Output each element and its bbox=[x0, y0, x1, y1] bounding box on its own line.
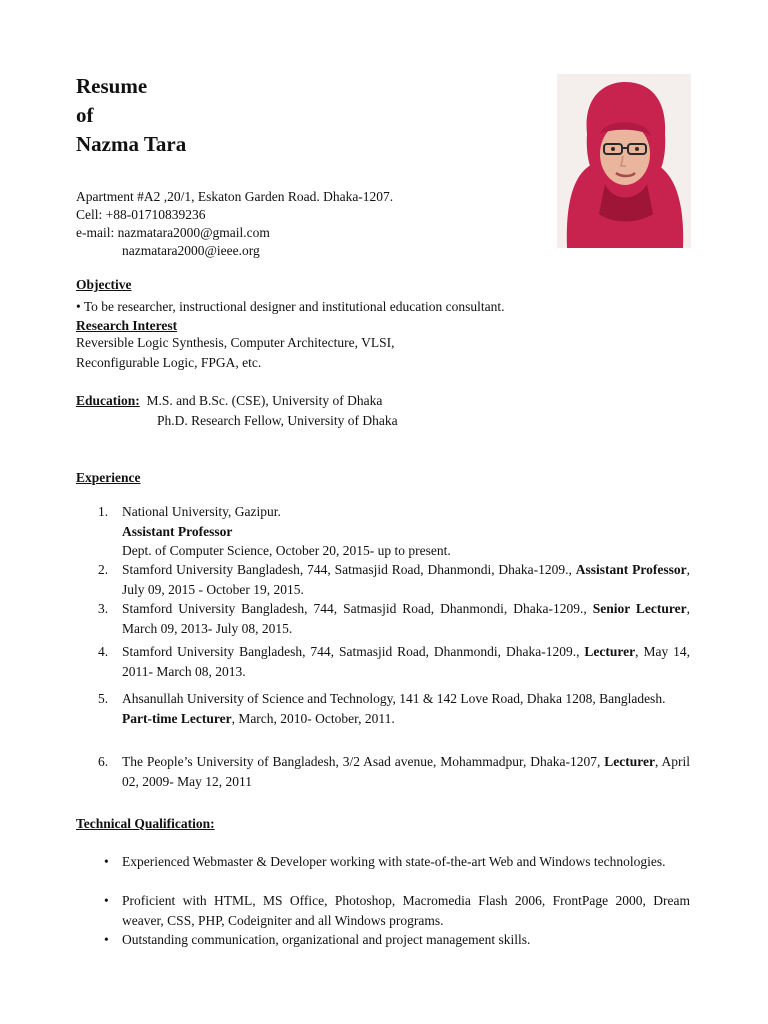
objective-item bbox=[76, 297, 505, 317]
technical-text: Proficient with HTML, MS Office, Photoshop, Macromedia Flash 2006, FrontPage 2000, Dream weaver, CSS, PHP, Codeigniter and all Windows programs. bbox=[122, 893, 690, 928]
resume-title bbox=[76, 72, 186, 159]
experience-item-4 bbox=[98, 642, 690, 681]
title-line-resume: Resume bbox=[76, 74, 148, 98]
experience-number: 1. bbox=[98, 504, 109, 519]
experience-number: 4. bbox=[98, 644, 109, 659]
education-block bbox=[76, 391, 398, 431]
address-line: Apartment #A2 ,20/1, Eskaton Garden Road. Dhaka-1207. bbox=[76, 189, 394, 204]
email-primary: nazmatara2000@gmail.com bbox=[117, 225, 270, 240]
education-line-2: Ph.D. Research Fellow, University of Dhaka bbox=[157, 413, 398, 428]
contact-block bbox=[76, 188, 393, 260]
email-secondary: nazmatara2000@ieee.org bbox=[122, 243, 260, 258]
education-degree: M.S. and B.Sc. (CSE), University of Dhaka bbox=[146, 393, 383, 408]
experience-institution: Stamford University Bangladesh, 744, Satmasjid Road, Dhanmondi, Dhaka-1209., bbox=[122, 601, 587, 616]
objective-heading: Objective bbox=[76, 277, 132, 292]
experience-dates: , April 02, 2009- May 12, 2011 bbox=[122, 754, 690, 789]
experience-role: Lecturer bbox=[584, 644, 636, 659]
research-heading: Research Interest bbox=[76, 318, 178, 333]
technical-item-1 bbox=[104, 852, 690, 872]
title-line-of: of bbox=[76, 103, 94, 127]
technical-heading: Technical Qualification: bbox=[76, 816, 215, 831]
cell-line: Cell: +88-01710839236 bbox=[76, 207, 206, 222]
experience-role: Lecturer bbox=[604, 754, 655, 769]
objective-text: To be researcher, instructional designer and institutional education consultant. bbox=[83, 299, 505, 314]
technical-bullet: • bbox=[104, 854, 109, 869]
technical-item-3 bbox=[104, 930, 690, 950]
experience-institution: Ahsanullah University of Science and Technology, 141 & 142 Love Road, Dhaka 1208, Bangladesh. bbox=[122, 691, 666, 706]
experience-item-3 bbox=[98, 599, 690, 638]
experience-number: 5. bbox=[98, 691, 109, 706]
experience-institution: Stamford University Bangladesh, 744, Satmasjid Road, Dhanmondi, Dhaka-1209., bbox=[122, 562, 572, 577]
technical-text: Experienced Webmaster & Developer working with state-of-the-art Web and Windows technologies. bbox=[122, 854, 666, 869]
experience-role: Assistant Professor bbox=[575, 562, 687, 577]
experience-role: Senior Lecturer bbox=[592, 601, 687, 616]
profile-photo bbox=[557, 74, 691, 248]
technical-text: Outstanding communication, organizational and project management skills. bbox=[122, 932, 531, 947]
experience-dates: , March 09, 2013- July 08, 2015. bbox=[122, 601, 691, 636]
experience-number: 3. bbox=[98, 601, 109, 616]
experience-item-5 bbox=[98, 689, 690, 728]
education-line-1 bbox=[76, 391, 398, 411]
experience-institution: National University, Gazipur. bbox=[122, 504, 281, 519]
email-line bbox=[76, 224, 393, 242]
experience-institution: The People’s University of Bangladesh, 3/2 Asad avenue, Mohammadpur, Dhaka-1207, bbox=[122, 754, 601, 769]
portrait-illustration bbox=[557, 74, 691, 248]
technical-bullet: • bbox=[104, 932, 109, 947]
title-line-name: Nazma Tara bbox=[76, 132, 187, 156]
experience-dates: , March, 2010- October, 2011. bbox=[231, 710, 395, 726]
experience-item-6 bbox=[98, 752, 690, 791]
research-line-2: Reconfigurable Logic, FPGA, etc. bbox=[76, 355, 262, 370]
research-line-1: Reversible Logic Synthesis, Computer Architecture, VLSI, bbox=[76, 335, 395, 350]
experience-role: Part-time Lecturer bbox=[122, 710, 232, 726]
experience-heading: Experience bbox=[76, 470, 141, 485]
experience-number: 2. bbox=[98, 562, 109, 577]
education-label: Education: bbox=[76, 393, 140, 408]
experience-dates: , May 14, 2011- March 08, 2013. bbox=[122, 644, 691, 679]
experience-dates: , July 09, 2015 - October 19, 2015. bbox=[122, 562, 691, 597]
technical-bullet: • bbox=[104, 893, 109, 908]
email-label: e-mail: bbox=[76, 225, 118, 240]
experience-item-1 bbox=[98, 502, 690, 561]
research-text bbox=[76, 333, 394, 373]
technical-item-2 bbox=[104, 891, 690, 930]
experience-role: Assistant Professor bbox=[122, 523, 233, 539]
experience-item-2 bbox=[98, 560, 690, 599]
experience-institution: Stamford University Bangladesh, 744, Satmasjid Road, Dhanmondi, Dhaka-1209., bbox=[122, 644, 580, 659]
experience-number: 6. bbox=[98, 754, 109, 769]
objective-bullet: • bbox=[76, 299, 81, 314]
experience-detail: Dept. of Computer Science, October 20, 2015- up to present. bbox=[122, 543, 451, 558]
